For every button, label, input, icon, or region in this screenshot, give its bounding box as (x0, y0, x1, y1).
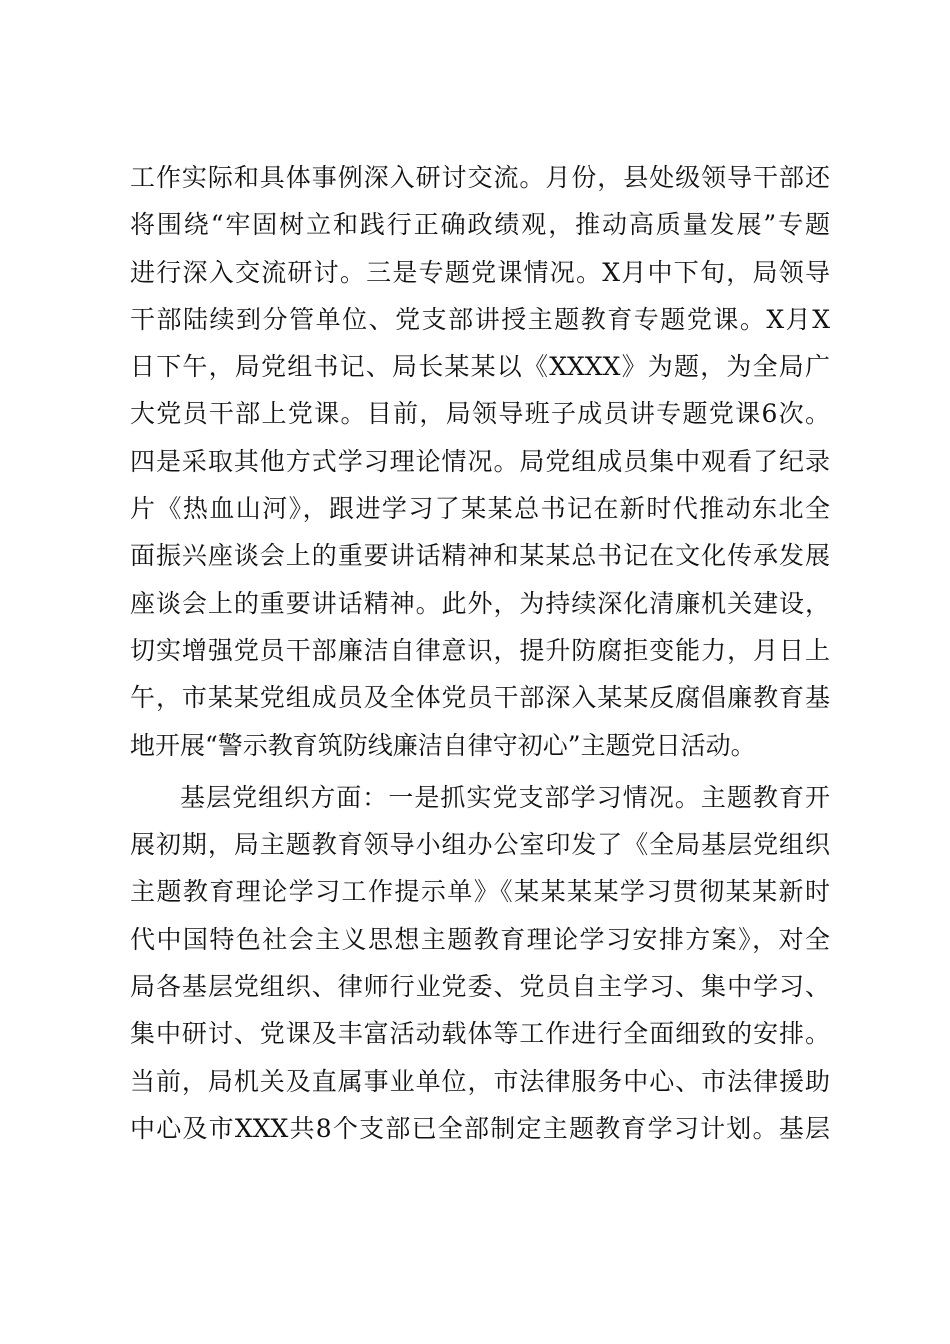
text-line: 座谈会上的重要讲话精神。此外，为持续深化清廉机关建设， (130, 588, 830, 618)
text-line: 展初期，局主题教育领导小组办公室印发了《全局基层党组织 (130, 830, 830, 860)
text-line: 基层党组织方面：一是抓实党支部学习情况。主题教育开 (180, 782, 830, 812)
text-line: 面振兴座谈会上的重要讲话精神和某某总书记在文化传承发展 (130, 541, 830, 571)
text-line: 干部陆续到分管单位、党支部讲授主题教育专题党课。X月X (130, 304, 830, 334)
text-line: 代中国特色社会主义思想主题教育理论学习安排方案》，对全 (130, 924, 830, 954)
text-line: 四是采取其他方式学习理论情况。局党组成员集中观看了纪录 (130, 446, 830, 476)
document-body (130, 154, 830, 1152)
text-line: 日下午，局党组书记、局长某某以《XXXX》为题，为全局广 (130, 352, 830, 382)
text-line: 将围绕“牢固树立和践行正确政绩观，推动高质量发展”专题 (130, 210, 830, 240)
text-line: 午，市某某党组成员及全体党员干部深入某某反腐倡廉教育基 (130, 683, 830, 713)
text-line: 局各基层党组织、律师行业党委、党员自主学习、集中学习、 (130, 972, 830, 1002)
text-line: 主题教育理论学习工作提示单》《某某某某学习贯彻某某新时 (130, 877, 830, 907)
text-line: 工作实际和具体事例深入研讨交流。月份，县处级领导干部还 (130, 163, 830, 192)
text-line: 进行深入交流研讨。三是专题党课情况。X月中下旬，局领导 (130, 257, 830, 287)
text-line: 地开展“警示教育筑防线廉洁自律守初心”主题党日活动。 (130, 730, 756, 760)
text-line: 切实增强党员干部廉洁自律意识，提升防腐拒变能力，月日上 (130, 635, 830, 665)
paragraph-1 (130, 154, 830, 769)
text-line: 片《热血山河》，跟进学习了某某总书记在新时代推动东北全 (130, 494, 830, 524)
text-line: 当前，局机关及直属事业单位，市法律服务中心、市法律援助 (130, 1066, 830, 1096)
text-line: 中心及市XXX共8个支部已全部制定主题教育学习计划。基层 (130, 1113, 830, 1143)
text-line: 集中研讨、党课及丰富活动载体等工作进行全面细致的安排。 (130, 1019, 830, 1049)
text-line: 大党员干部上党课。目前，局领导班子成员讲专题党课6次。 (130, 399, 830, 429)
paragraph-2 (130, 774, 830, 1152)
